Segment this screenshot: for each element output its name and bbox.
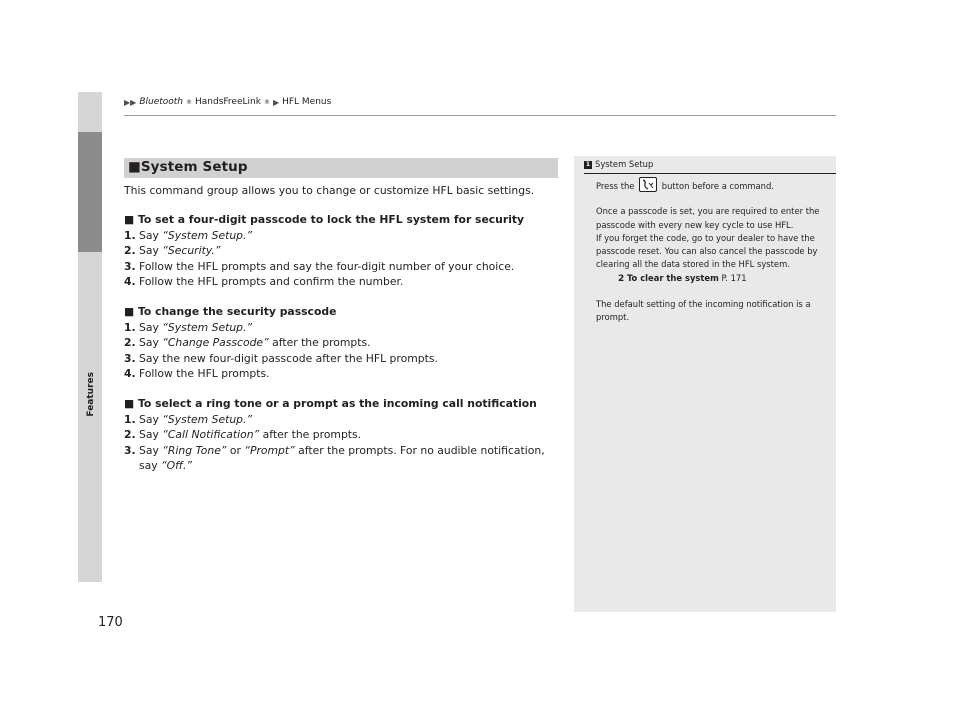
- subsection-heading: ■ To select a ring tone or a prompt as the incoming call notification: [124, 397, 537, 411]
- note-paragraph: The default setting of the incoming notification is a prompt.: [596, 299, 811, 323]
- breadcrumb-item-handsfreelink[interactable]: HandsFreeLink: [195, 97, 261, 107]
- breadcrumb-arrow-icon: ▶▶: [124, 97, 137, 107]
- subsection-marker-icon: ■: [124, 305, 135, 319]
- chapter-tab-label: Features: [86, 372, 96, 417]
- main-content: [124, 158, 558, 489]
- breadcrumb-item-bluetooth[interactable]: Bluetooth: [139, 97, 184, 107]
- section-title: System Setup: [140, 159, 248, 176]
- step-item: 4. Follow the HFL prompts.: [124, 367, 270, 381]
- subsection-change-passcode: [124, 304, 558, 381]
- reference-arrow-icon: 2: [618, 273, 625, 284]
- note-paragraph: Once a passcode is set, you are required to enter the passcode with every new key cycle to use HFL. If you forget the code, go to your dealer to have the passcode reset. You can also cancel the passcode by clearing all the data stored in the HFL system.: [596, 206, 820, 270]
- note-paragraph: Press the button before a command.: [596, 177, 824, 193]
- step-item: 3. Say “Ring Tone” or “Prompt” after the prompts. For no audible notification, say “Off.”: [124, 443, 545, 473]
- cross-reference-link[interactable]: 2 To clear the system P. 171: [618, 272, 747, 284]
- step-item: 2. Say “Change Passcode” after the prompts.: [124, 336, 371, 350]
- subsection-marker-icon: ■: [124, 213, 135, 227]
- breadcrumb: [124, 95, 331, 109]
- note-body: [574, 174, 836, 325]
- subsection-heading: ■ To change the security passcode: [124, 305, 337, 319]
- page-number: 170: [98, 615, 123, 630]
- subsection-set-passcode: [124, 212, 558, 289]
- step-item: 2. Say “Call Notification” after the prompts.: [124, 428, 362, 442]
- section-title-bar: [124, 158, 558, 178]
- step-item: 2. Say “Security.”: [124, 244, 221, 258]
- breadcrumb-item-hfl-menus[interactable]: HFL Menus: [282, 97, 332, 107]
- step-item: 1. Say “System Setup.”: [124, 228, 253, 242]
- step-item: 4. Follow the HFL prompts and confirm the number.: [124, 275, 404, 289]
- registered-mark: ®: [186, 98, 193, 106]
- note-number-badge: 1: [585, 161, 591, 168]
- talk-button-icon: [639, 177, 657, 192]
- sidebar-note: [574, 156, 836, 612]
- step-item: 3. Follow the HFL prompts and say the four-digit number of your choice.: [124, 259, 515, 273]
- subsection-call-notification: [124, 396, 558, 473]
- registered-mark: ®: [263, 98, 270, 106]
- header-divider: [124, 115, 836, 116]
- section-marker-icon: ■: [128, 159, 141, 176]
- chapter-tab-highlight: [78, 132, 102, 252]
- note-title-text: System Setup: [595, 159, 654, 170]
- step-item: 1. Say “System Setup.”: [124, 320, 253, 334]
- step-item: 1. Say “System Setup.”: [124, 412, 253, 426]
- breadcrumb-arrow-icon: ▶: [272, 97, 280, 107]
- note-title: [574, 156, 836, 172]
- subsection-marker-icon: ■: [124, 397, 135, 411]
- step-item: 3. Say the new four-digit passcode after the HFL prompts.: [124, 351, 438, 365]
- section-intro: This command group allows you to change or customize HFL basic settings.: [124, 184, 535, 197]
- subsection-heading: ■ To set a four-digit passcode to lock the HFL system for security: [124, 213, 525, 227]
